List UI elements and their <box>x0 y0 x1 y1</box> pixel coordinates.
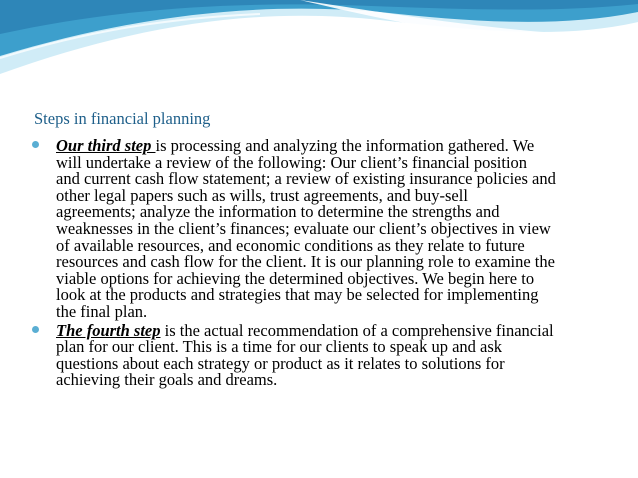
bullet-line: the final plan. <box>56 301 148 321</box>
bullet-line: agreements; analyze the information to determine the strengths and <box>56 202 500 222</box>
bullet-text: is the actual recommendation of a comprehensive financial <box>160 320 554 340</box>
bullet-line: will undertake a review of the following: Our client’s financial position <box>56 152 528 172</box>
bullet-line: plan for our client. This is a time for our clients to speak up and ask <box>56 337 503 357</box>
bullet-line: weaknesses in the client’s finances; evaluate our client’s objectives in view <box>56 218 551 238</box>
bullet-line: resources and cash flow for the client. It is our planning role to examine the <box>56 252 555 272</box>
bullet-line: of available resources, and economic conditions as they relate to future <box>56 235 525 255</box>
bullet-list <box>32 138 612 391</box>
bullet-dot-icon <box>32 141 39 148</box>
bullet-line: look at the products and strategies that may be selected for implementing <box>56 285 539 305</box>
bullet-lead-text: Our third step <box>56 136 156 155</box>
bullet-item <box>32 320 612 390</box>
bullet-text: is processing and analyzing the information gathered. We <box>155 136 535 155</box>
bullet-item <box>32 138 612 321</box>
bullet-line: viable options for achieving the determined objectives. We begin here to <box>56 268 535 288</box>
bullet-dot-icon <box>32 326 39 333</box>
header-wave-decoration <box>0 0 638 80</box>
bullet-lead-text: The fourth step <box>56 320 161 340</box>
bullet-line: and current cash flow statement; a review of existing insurance policies and <box>56 169 556 189</box>
slide-title: Steps in financial planning <box>34 109 211 128</box>
bullet-line: achieving their goals and dreams. <box>56 370 278 390</box>
bullet-line: questions about each strategy or product as it relates to solutions for <box>56 353 505 373</box>
bullet-line: other legal papers such as wills, trust agreements, and buy-sell <box>56 185 468 205</box>
